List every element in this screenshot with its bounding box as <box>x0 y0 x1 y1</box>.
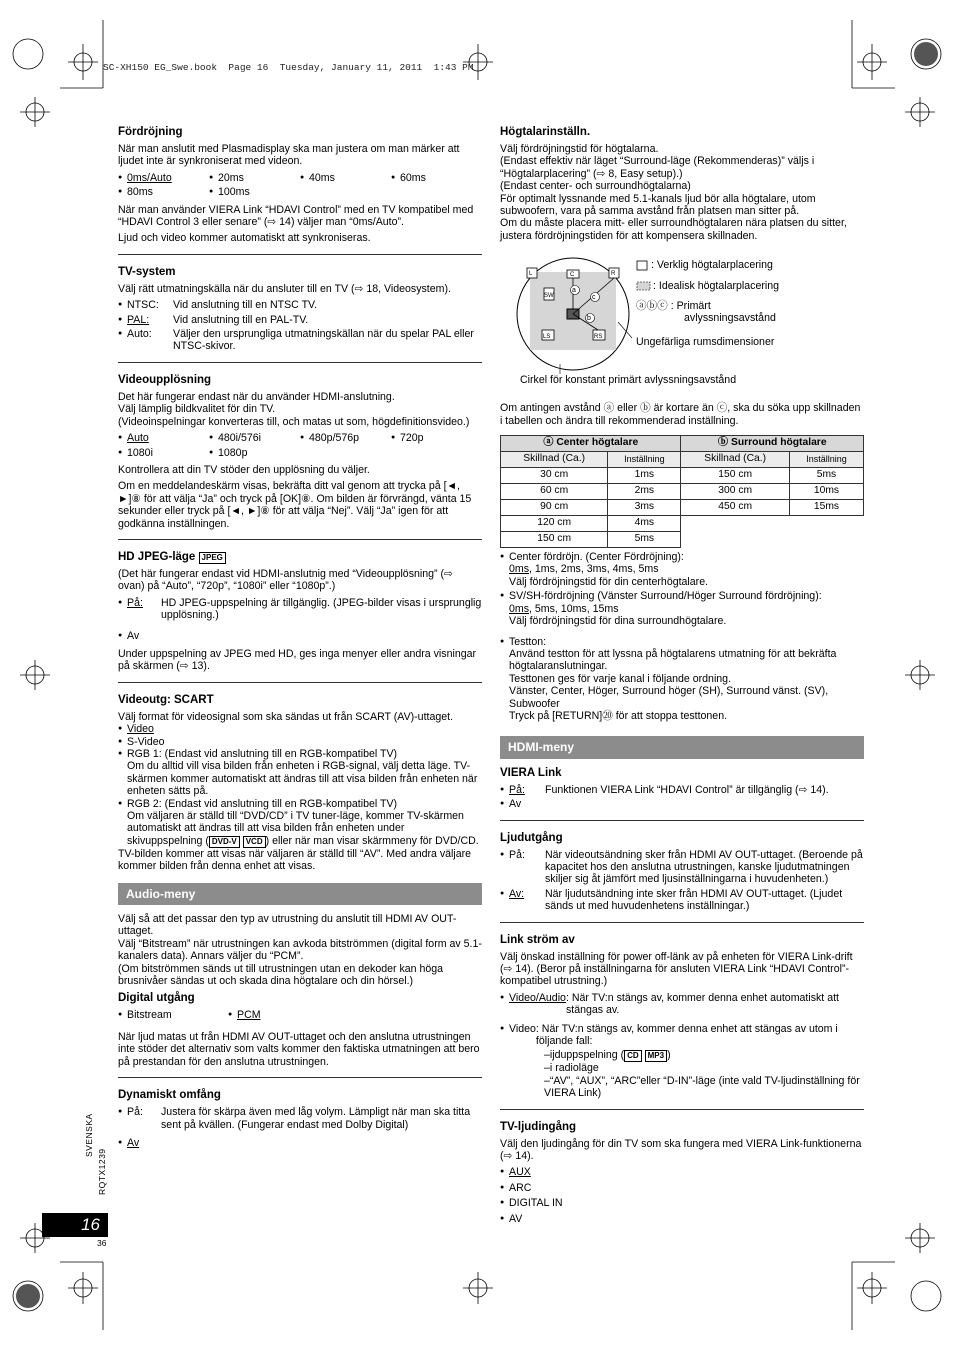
scart-option: ● RGB 2: (Endast vid anslutning till en RGB-kompatibel TV) <box>118 798 482 810</box>
tvsystem-item: ● PAL: Vid anslutning till en PAL-TV. <box>118 314 482 326</box>
divider <box>500 820 864 821</box>
table-row: 90 cm 3ms 450 cm 15ms <box>501 500 864 516</box>
divider <box>500 1109 864 1110</box>
videoupplosning-title: Videoupplösning <box>118 373 212 386</box>
distance-b: b <box>587 315 591 323</box>
speaker-label: R <box>611 271 616 278</box>
divider <box>118 682 482 683</box>
videoupplosning-text: Välj lämplig bildkvalitet för din TV. <box>118 403 276 416</box>
ljudutgang-title: Ljudutgång <box>500 831 563 844</box>
dyn-option: ● Av <box>118 1137 482 1149</box>
tv-option: ● AV <box>500 1213 864 1225</box>
audio-text: Välj så att det passar den typ av utrustning du anslutit till HDMI AV OUT-uttaget. <box>118 913 457 938</box>
hdjpeg-text: (Det här fungerar endast vid HDMI-anslutnig med “Videoupplösning” (⇨ ovan) på “Auto”, “720p”, “1080i” eller “1080p”.) <box>118 567 453 593</box>
option: ● PCM <box>228 1009 319 1021</box>
link-exception: –i radioläge <box>544 1062 599 1075</box>
left-column <box>118 126 482 1151</box>
side-label: SVENSKA <box>84 1113 94 1157</box>
mp3-tag: MP3 <box>645 1050 667 1062</box>
videoupplosning-text2: Kontrollera att din TV stöder den upplösning du väljer. <box>118 463 370 476</box>
option: ● 480p/576p <box>300 432 391 444</box>
divider <box>118 539 482 540</box>
link-exception: –ijduppspelning ( CD MP3 ) <box>544 1049 671 1062</box>
option: ● 60ms <box>391 172 482 184</box>
table-header-center: ⓐ Center högtalare <box>501 436 681 452</box>
tvsystem-item: ● Auto: Väljer den ursprungliga utmatningskällan när du spelar PAL eller NTSC-skivor. <box>118 328 482 353</box>
legend-ideal: : Idealisk högtalarplacering <box>653 280 780 293</box>
hogtalar-text: För optimalt lyssnande med 5.1-kanals ljud bör alla högtalare, utom subwoofern, vara på samma avstånd från platsen man sitter på. <box>500 192 816 218</box>
table-row: 150 cm 5ms <box>501 532 864 548</box>
divider <box>118 362 482 363</box>
tv-option: ● ARC <box>500 1182 864 1194</box>
tvsystem-text: Välj rätt utmatningskälla när du ansluter till en TV (⇨ 18, Videosystem). <box>118 282 451 295</box>
legend-primary-2: avlyssningsavstånd <box>684 312 776 325</box>
viera-link-title: VIERA Link <box>500 766 562 779</box>
speaker-label: SW <box>544 293 554 300</box>
fordrojning-title: Fördröjning <box>118 126 183 138</box>
videoupplosning-text: (Videoinspelningar konverteras till, och matas ut som, högdefinitionsvideo.) <box>118 415 470 428</box>
right-column <box>500 126 864 1228</box>
footer-number: 36 <box>97 1238 107 1248</box>
vcd-tag: VCD <box>243 836 266 848</box>
scart-title: Videoutg: SCART <box>118 693 214 706</box>
tv-ljudingang-title: TV-ljudingång <box>500 1120 577 1133</box>
delay-table: ⓐ Center högtalare ⓑ Surround högtalare Skillnad (Ca.) Inställning Skillnad (Ca.) Inställning 30 cm 1ms 150 cm 5ms 60 cm 2ms 300 cm 10ms 90 cm 3ms 450 cm 15ms 120 cm 4ms 150 cm 5ms <box>500 435 864 548</box>
hogtalar-text: Om du måste placera mitt- eller surroundhögtalaren nära platsen du sitter, justera fördröjningstiden för att kompensera skillnaden. <box>500 217 847 242</box>
table-row: 30 cm 1ms 150 cm 5ms <box>501 468 864 484</box>
divider <box>118 254 482 255</box>
fordrojning-text2: När man använder VIERA Link “HDAVI Control” med en TV kompatibel med “HDAVI Control 3 eller senare” (⇨ 14) väljer man “0ms/Auto”. <box>118 203 474 229</box>
speaker-placement-diagram <box>500 252 864 392</box>
scart-text: Välj format för videosignal som ska sändas ut från SCART (AV)-uttaget. <box>118 710 454 723</box>
hdmi-menu-header: HDMI-meny <box>500 736 864 758</box>
jpeg-tag: JPEG <box>199 552 226 564</box>
hdjpeg-title: HD JPEG-läge JPEG <box>118 551 482 564</box>
scart-text2: TV-bilden kommer att visas när väljaren är ställd till “AV”. Med andra väljare kommer bilden från denna enhet att visas. <box>118 847 472 873</box>
option: ● Bitstream <box>118 1009 228 1021</box>
ljud-option: ● På: När videoutsändning sker från HDMI AV OUT-uttaget. (Beroende på kapacitet hos den anslutna utrustningen, kanske ljudutmatningen skiljer sig åt jämfört med ljusinställningarna i huvudenheten.) <box>500 849 864 886</box>
scart-option: ● S-Video <box>118 736 482 748</box>
distance-a: a <box>572 287 576 295</box>
option: ● Auto <box>118 432 209 444</box>
tv-option: ● AUX <box>500 1166 864 1178</box>
option: ● 0ms/Auto <box>118 172 209 184</box>
center-delay: ● Center fördröjn. (Center Fördröjning): 0ms, 1ms, 2ms, 3ms, 4ms, 5ms Välj fördröjningstid för din centerhögtalare. <box>500 551 864 588</box>
tv-option: ● DIGITAL IN <box>500 1197 864 1209</box>
scart-option-desc: Om du alltid vill visa bilden från enheten i RGB-signal, välj detta läge. TV-skärmen kommer automatiskt att ändras till att visa bilden från enheten när enheten sätts på. <box>127 760 478 798</box>
scart-option: ● RGB 1: (Endast vid anslutning till en RGB-kompatibel TV) <box>118 748 482 760</box>
distance-note: Om antingen avstånd ⓐ eller ⓑ är kortare än ⓒ, ska du söka upp skillnaden i tabellen och ändra till rekommenderad inställning. <box>500 402 861 427</box>
speaker-label: L <box>529 271 533 278</box>
videoupplosning-text: Det här fungerar endast när du använder HDMI-anslutning. <box>118 390 395 403</box>
surround-delay: ● SV/SH-fördröjning (Vänster Surround/Höger Surround fördröjning): 0ms, 5ms, 10ms, 15ms Välj fördröjningstid för dina surroundhögtalare. <box>500 590 864 627</box>
dvdv-tag: DVD-V <box>209 836 240 848</box>
ljud-option: ● Av: När ljudutsändning inte sker från HDMI AV OUT-uttaget. (Ljudet sänds ut med huvudenhetens inställningar.) <box>500 888 864 913</box>
audio-menu-header: Audio-meny <box>118 883 482 905</box>
link-exception: –“AV”, “AUX”, “ARC”eller “D-IN”-läge (inte vald TV-ljudinställning för VIERA Link) <box>544 1074 860 1100</box>
link-strom-text: Välj önskad inställning för power off-länk av på enheten för VIERA Link-drift (⇨ 14). (Beror på inställningarna för ansluten VIERA Link “HDAVI Control”-kompatibel utrustning.) <box>500 950 853 988</box>
hogtalar-text: Välj fördröjningstid för högtalarna. <box>500 143 659 155</box>
option: ● 20ms <box>209 172 300 184</box>
option: ● 1080p <box>209 447 300 459</box>
legend-circle: Cirkel för konstant primärt avlyssningsavstånd <box>520 374 737 387</box>
legend-actual: : Verklig högtalarplacering <box>651 259 773 272</box>
link-option: ● Video/Audio : När TV:n stängs av, kommer denna enhet automatiskt att stängas av. <box>500 992 864 1017</box>
link-option: ● Video : När TV:n stängs av, kommer denna enhet att stängas av utom i följande fall: <box>500 1023 864 1048</box>
fordrojning-text3: Ljud och video kommer automatiskt att synkroniseras. <box>118 232 371 245</box>
audio-text: (Om bitströmmen sänds ut till utrustningen utan en dekoder kan höga brusnivåer sändas ut och skada dina högtalare och din hörsel.) <box>118 962 444 988</box>
option: ● 720p <box>391 432 482 444</box>
speaker-label: LS <box>543 334 551 341</box>
option: ● 480i/576i <box>209 432 300 444</box>
hdjpeg-text2: Under uppspelning av JPEG med HD, ges inga menyer eller andra visningar på skärmen (⇨ 13). <box>118 647 477 673</box>
divider <box>118 1077 482 1078</box>
table-header-surround: ⓑ Surround högtalare <box>681 436 864 452</box>
hogtalar-text: (Endast center- och surroundhögtalarna) <box>500 180 691 193</box>
viera-option: ● Av <box>500 798 864 810</box>
legend-room: Ungefärliga rumsdimensioner <box>636 336 775 349</box>
tvsystem-title: TV-system <box>118 265 176 278</box>
link-strom-title: Link ström av <box>500 933 575 946</box>
speaker-label: RS <box>594 334 603 341</box>
hogtalar-title: Högtalarinställn. <box>500 126 591 138</box>
speaker-label: C <box>570 272 575 279</box>
audio-text: Välj “Bitstream” när utrustningen kan avkoda bitströmmen (digital form av 5.1-kanalers data). Annars väljer du “PCM”. <box>118 937 482 963</box>
table-row: 120 cm 4ms <box>501 516 864 532</box>
option: ● 80ms <box>118 186 209 198</box>
digital-utgang-text: När ljud matas ut från HDMI AV OUT-uttaget och den anslutna utrustningen inte stöder det alternativ som valts kommer den faktiska utmatningen att bero på prestandan för den anslutna utrustningen. <box>118 1030 480 1068</box>
table-row: 60 cm 2ms 300 cm 10ms <box>501 484 864 500</box>
hdjpeg-option: ● Av <box>118 630 482 642</box>
legend-primary: ⓐⓑⓒ : Primärt <box>636 300 711 313</box>
side-code: RQTX1239 <box>97 1148 107 1195</box>
distance-c: c <box>592 294 596 302</box>
digital-utgang-title: Digital utgång <box>118 991 195 1004</box>
cd-tag: CD <box>624 1050 642 1062</box>
scart-option: ● Video <box>118 723 482 735</box>
hogtalar-text: (Endast effektiv när läget “Surround-läge (Rekommenderas)” väljs i “Högtalarplacering” (⇨ 8, Easy setup).) <box>500 155 815 180</box>
fordrojning-text: När man anslutit med Plasmadisplay ska man justera om man märker att ljudet inte är synkroniserat med videon. <box>118 143 460 168</box>
scart-option-desc: Om väljaren är ställd till “DVD/CD” i TV tuner-läge, kommer TV-skärmen automatiskt att ändras till att visa bilden från enheten under skivuppspelning ( DVD-V VCD ) eller när man visar skärmmeny för DVD/CD. <box>127 810 479 847</box>
room-diagram <box>500 252 864 392</box>
hdjpeg-option: ● På: HD JPEG-uppspelning är tillgänglig. (JPEG-bilder visas i ursprunglig upplösning.) <box>118 597 482 622</box>
videoupplosning-text3: Om en meddelandeskärm visas, bekräfta ditt val genom att trycka på [◄, ►]⑧ för att välja “Ja” och tryck på [OK]⑧. Om bilden är förvrängd, vänta 15 sekunder eller tryck på [◄, ►]⑧ för att välja “Nej”. Välj “Ja” igen för att godkänna inställningen. <box>118 480 472 530</box>
tv-ljudingang-text: Välj den ljudingång för din TV som ska fungera med VIERA Link-funktionerna (⇨ 14). <box>500 1137 862 1163</box>
option: ● 40ms <box>300 172 391 184</box>
option: ● 1080i <box>118 447 209 459</box>
divider <box>500 922 864 923</box>
viera-option: ● På: Funktionen VIERA Link “HDAVI Control” är tillgänglig (⇨ 14). <box>500 784 864 796</box>
option: ● 100ms <box>209 186 300 198</box>
tvsystem-item: ● NTSC: Vid anslutning till en NTSC TV. <box>118 299 482 311</box>
test-tone: ● Testton: Använd testton för att lyssna på högtalarens utmatning för att bekräfta högtalaranslutningar. Testtonen ges för varje kanal i följande ordning. Vänster, Center, Höger, Surround höger (SH), Surround vänst. (SV), Subwoofer Tryck på [RETURN]⑳ för att stoppa testtonen. <box>500 636 864 723</box>
book-header: SC-XH150 EG_Swe.book Page 16 Tuesday, January 11, 2011 1:43 PM <box>103 62 474 73</box>
dyn-option: ● På: Justera för skärpa även med låg volym. Lämpligt när man ska titta sent på kvällen. (Fungerar endast med Dolby Digital) <box>118 1106 482 1131</box>
page-number: 16 <box>42 1213 108 1237</box>
fordrojning-options <box>118 172 482 184</box>
dynamiskt-omfang-title: Dynamiskt omfång <box>118 1089 221 1102</box>
